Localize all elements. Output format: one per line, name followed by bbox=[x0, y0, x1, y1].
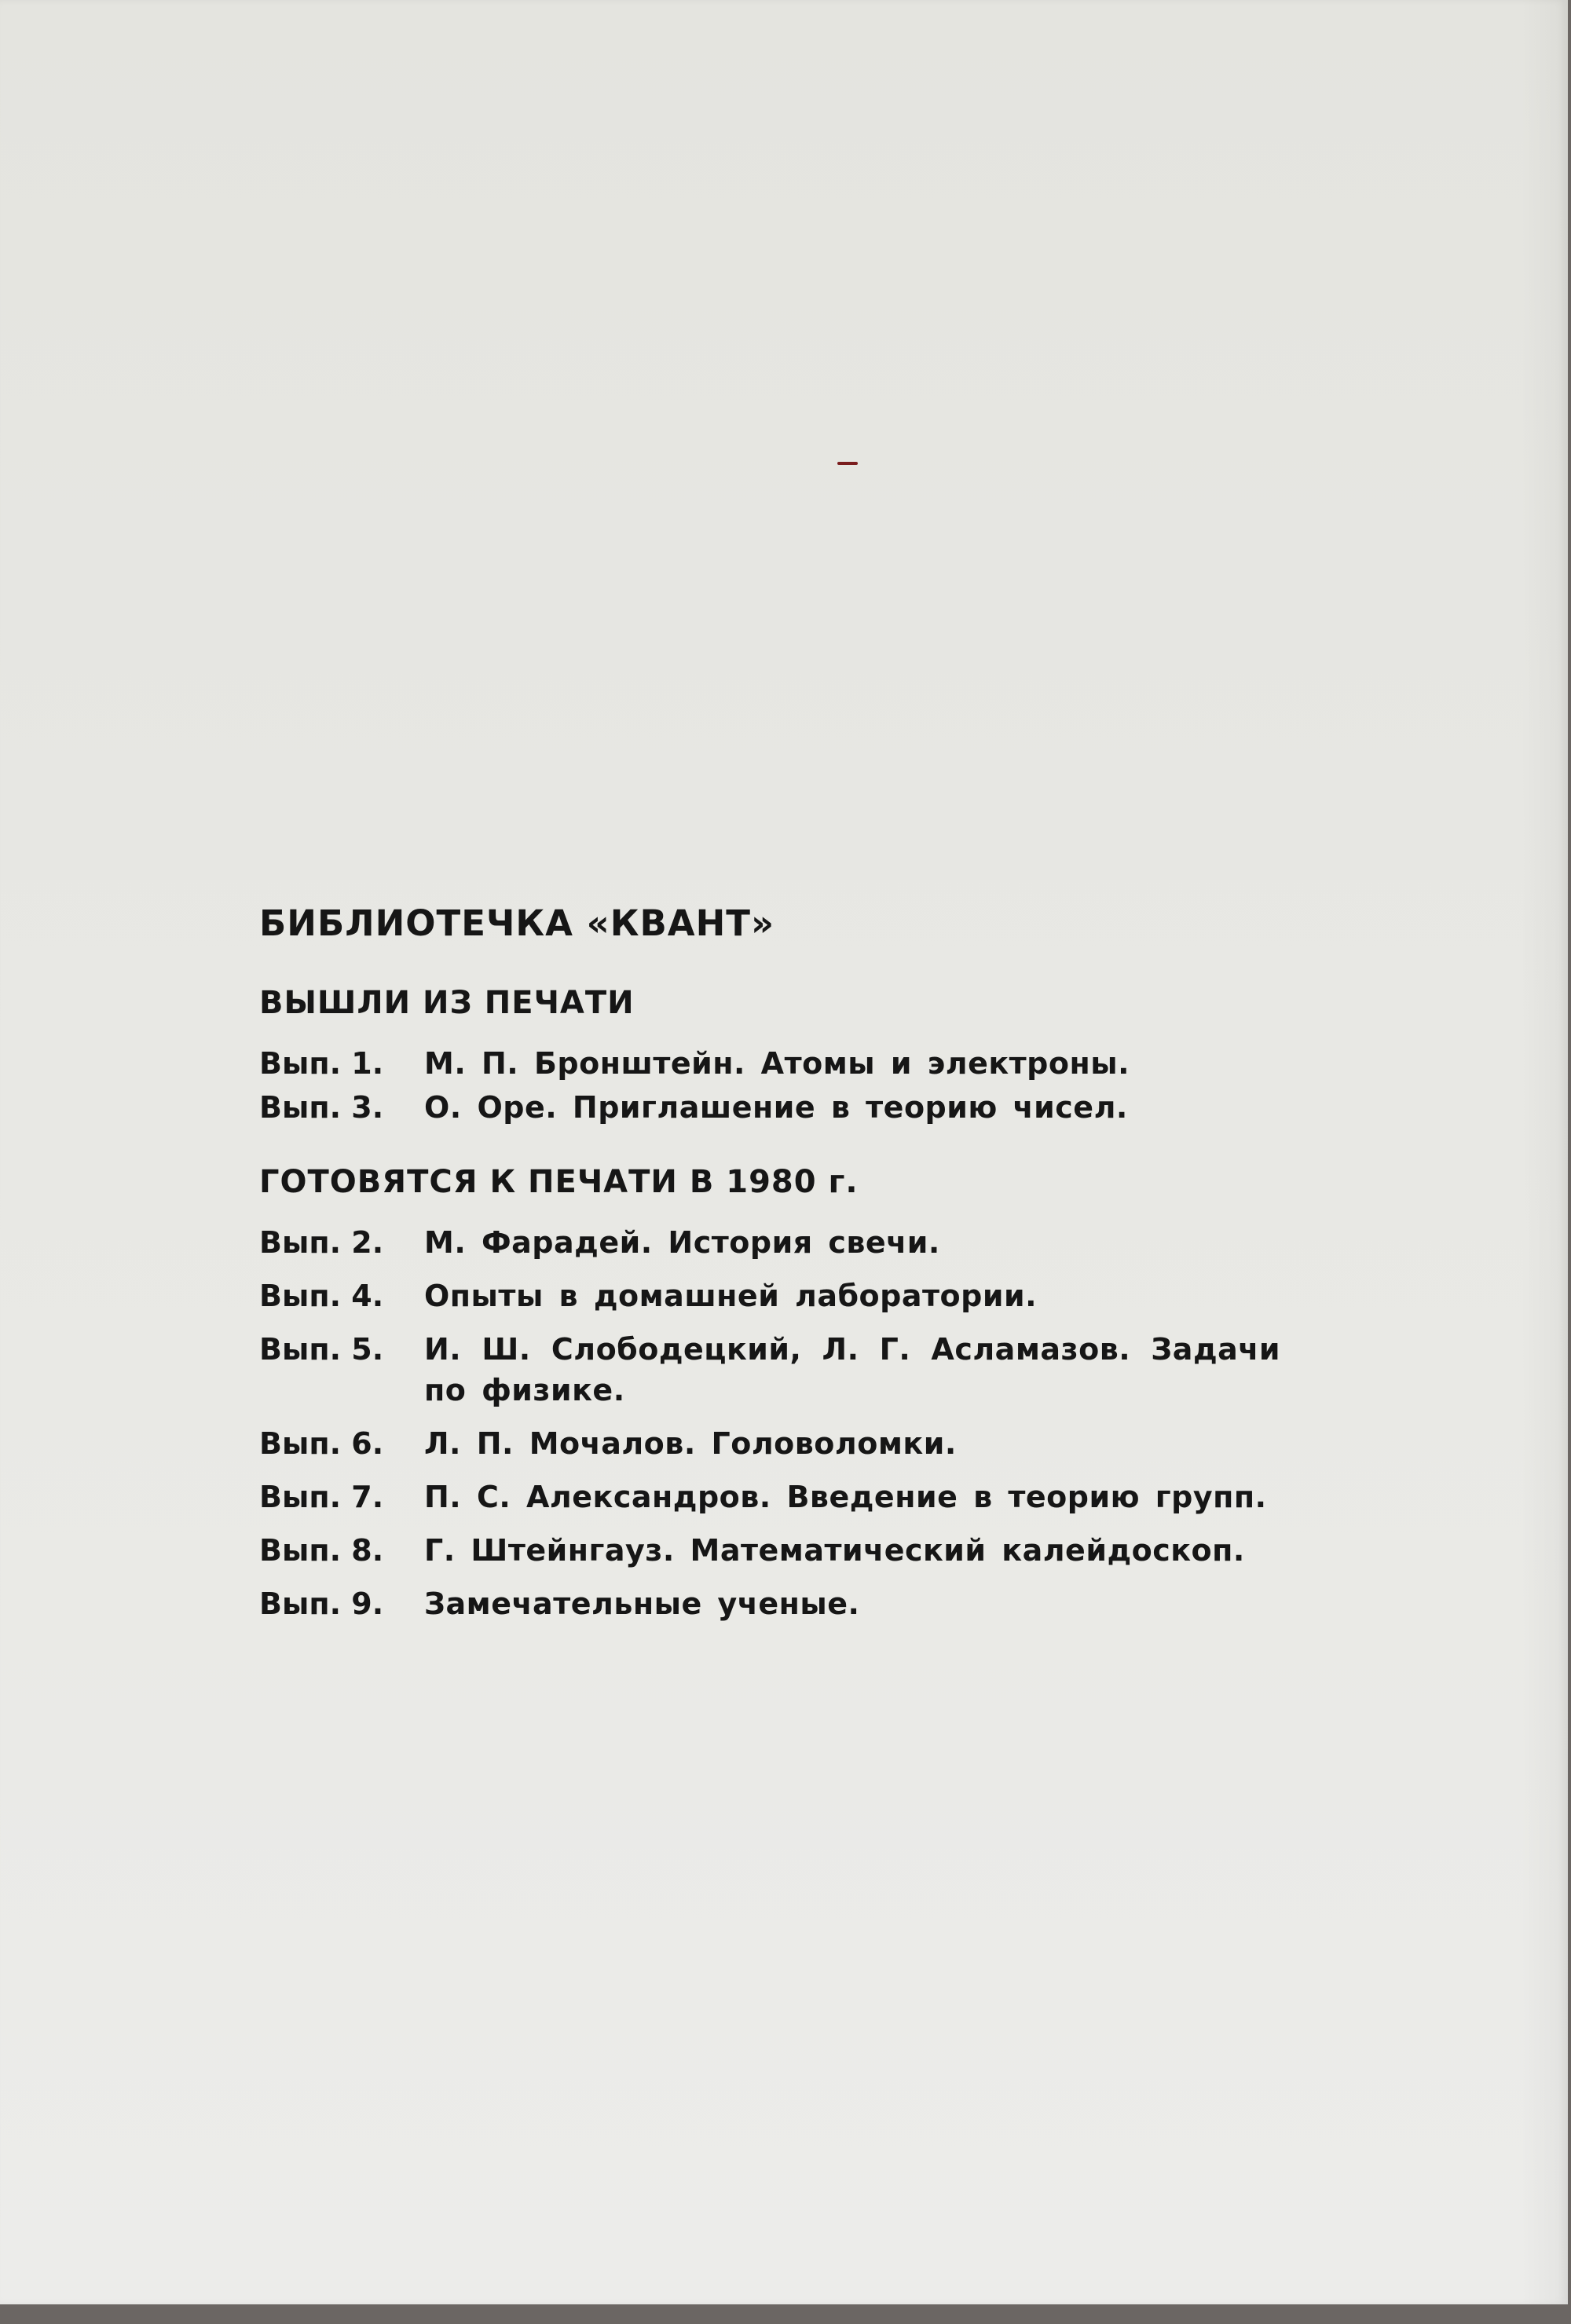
issue-title: И. Ш. Слободецкий, Л. Г. Асламазов. Задачи по физике. bbox=[424, 1331, 1280, 1407]
list-item bbox=[259, 1423, 1280, 1464]
series-title: БИБЛИОТЕЧКА «КВАНТ» bbox=[259, 902, 775, 944]
issue-number: Вып. 4. bbox=[259, 1278, 384, 1313]
page-edge-shadow bbox=[1521, 0, 1568, 2304]
issue-title: М. Фарадей. История свечи. bbox=[424, 1224, 940, 1260]
forthcoming-heading: ГОТОВЯТСЯ К ПЕЧАТИ В 1980 г. bbox=[259, 1163, 859, 1200]
issue-number: Вып. 8. bbox=[259, 1532, 384, 1568]
red-ink-mark bbox=[837, 462, 858, 465]
forthcoming-list bbox=[259, 1222, 1280, 1624]
issue-title: М. П. Бронштейн. Атомы и электроны. bbox=[424, 1045, 1130, 1081]
list-item bbox=[259, 1329, 1280, 1411]
issue-title: П. С. Александров. Введение в теорию групп. bbox=[424, 1479, 1267, 1514]
issue-title: Л. П. Мочалов. Головоломки. bbox=[424, 1426, 957, 1461]
issue-title: Г. Штейнгауз. Математический калейдоскоп. bbox=[424, 1532, 1245, 1568]
book-series-list bbox=[259, 903, 1280, 1660]
list-item bbox=[259, 1043, 1280, 1084]
list-item bbox=[259, 1087, 1280, 1128]
published-list bbox=[259, 1043, 1280, 1128]
issue-number: Вып. 7. bbox=[259, 1479, 384, 1514]
issue-number: Вып. 9. bbox=[259, 1586, 384, 1621]
list-item bbox=[259, 1530, 1280, 1571]
list-item bbox=[259, 1275, 1280, 1316]
issue-number: Вып. 2. bbox=[259, 1224, 384, 1260]
issue-title: Замечательные ученые. bbox=[424, 1586, 860, 1621]
issue-number: Вып. 1. bbox=[259, 1045, 384, 1081]
list-item bbox=[259, 1222, 1280, 1263]
list-item bbox=[259, 1583, 1280, 1624]
published-heading: ВЫШЛИ ИЗ ПЕЧАТИ bbox=[259, 984, 635, 1021]
issue-title: О. Оре. Приглашение в теорию чисел. bbox=[424, 1089, 1128, 1125]
issue-number: Вып. 3. bbox=[259, 1089, 384, 1125]
issue-number: Вып. 6. bbox=[259, 1426, 384, 1461]
issue-title: Опыты в домашней лаборатории. bbox=[424, 1278, 1038, 1313]
list-item bbox=[259, 1477, 1280, 1517]
issue-number: Вып. 5. bbox=[259, 1331, 384, 1367]
